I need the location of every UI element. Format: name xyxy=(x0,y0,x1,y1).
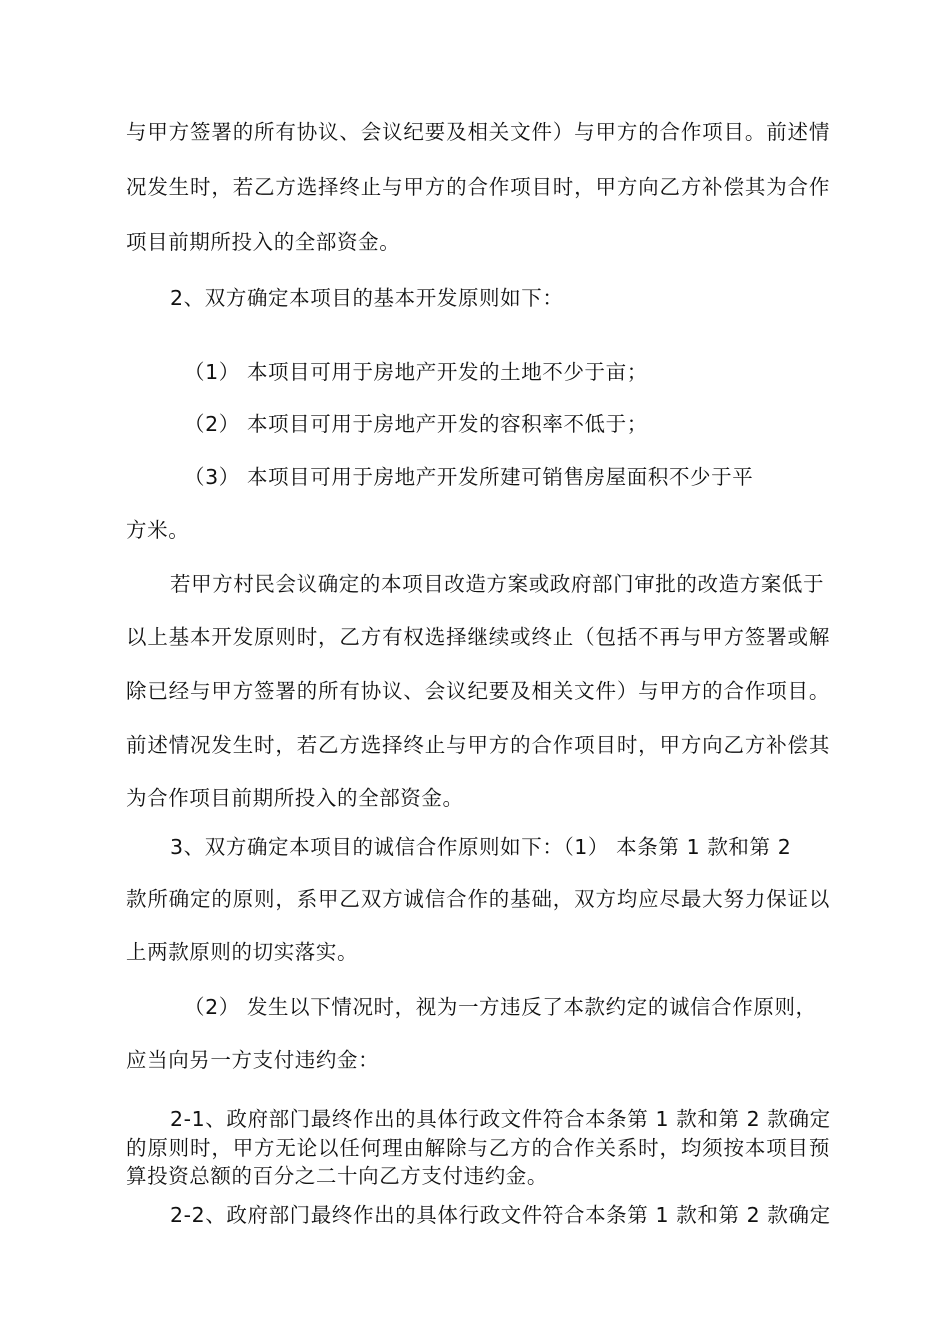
list-item: （2） 本项目可用于房地产开发的容积率不低于； xyxy=(184,412,648,436)
list-item: （1） 本项目可用于房地产开发的土地不少于亩； xyxy=(184,360,648,384)
section-heading: 3、双方确定本项目的诚信合作原则如下：（1） 本条第 1 款和第 2 xyxy=(170,835,792,859)
paragraph-line: 与甲方签署的所有协议、会议纪要及相关文件）与甲方的合作项目。前述情 xyxy=(126,120,830,144)
paragraph-line: 方米。 xyxy=(126,518,190,542)
clause-line: 2-1、政府部门最终作出的具体行政文件符合本条第 1 款和第 2 款确定 xyxy=(170,1107,831,1131)
paragraph-line: 算投资总额的百分之二十向乙方支付违约金。 xyxy=(126,1164,548,1188)
paragraph-line: 为合作项目前期所投入的全部资金。 xyxy=(126,786,464,810)
section-heading: 2、双方确定本项目的基本开发原则如下： xyxy=(170,286,564,310)
list-item: （3） 本项目可用于房地产开发所建可销售房屋面积不少于平 xyxy=(184,465,754,489)
paragraph-line: 以上基本开发原则时，乙方有权选择继续或终止（包括不再与甲方签署或解 xyxy=(126,625,830,649)
list-item: （2） 发生以下情况时，视为一方违反了本款约定的诚信合作原则， xyxy=(184,995,817,1019)
paragraph-line: 款所确定的原则，系甲乙双方诚信合作的基础，双方均应尽最大努力保证以 xyxy=(126,887,830,911)
paragraph-line: 若甲方村民会议确定的本项目改造方案或政府部门审批的改造方案低于 xyxy=(170,572,825,596)
paragraph-line: 况发生时，若乙方选择终止与甲方的合作项目时，甲方向乙方补偿其为合作 xyxy=(126,175,830,199)
paragraph-line: 前述情况发生时，若乙方选择终止与甲方的合作项目时，甲方向乙方补偿其 xyxy=(126,733,830,757)
clause-line: 2-2、政府部门最终作出的具体行政文件符合本条第 1 款和第 2 款确定 xyxy=(170,1203,831,1227)
paragraph-line: 的原则时，甲方无论以任何理由解除与乙方的合作关系时，均须按本项目预 xyxy=(126,1136,830,1160)
paragraph-line: 项目前期所投入的全部资金。 xyxy=(126,230,401,254)
paragraph-line: 除已经与甲方签署的所有协议、会议纪要及相关文件）与甲方的合作项目。 xyxy=(126,679,830,703)
paragraph-line: 上两款原则的切实落实。 xyxy=(126,940,359,964)
paragraph-line: 应当向另一方支付违约金： xyxy=(126,1048,380,1072)
